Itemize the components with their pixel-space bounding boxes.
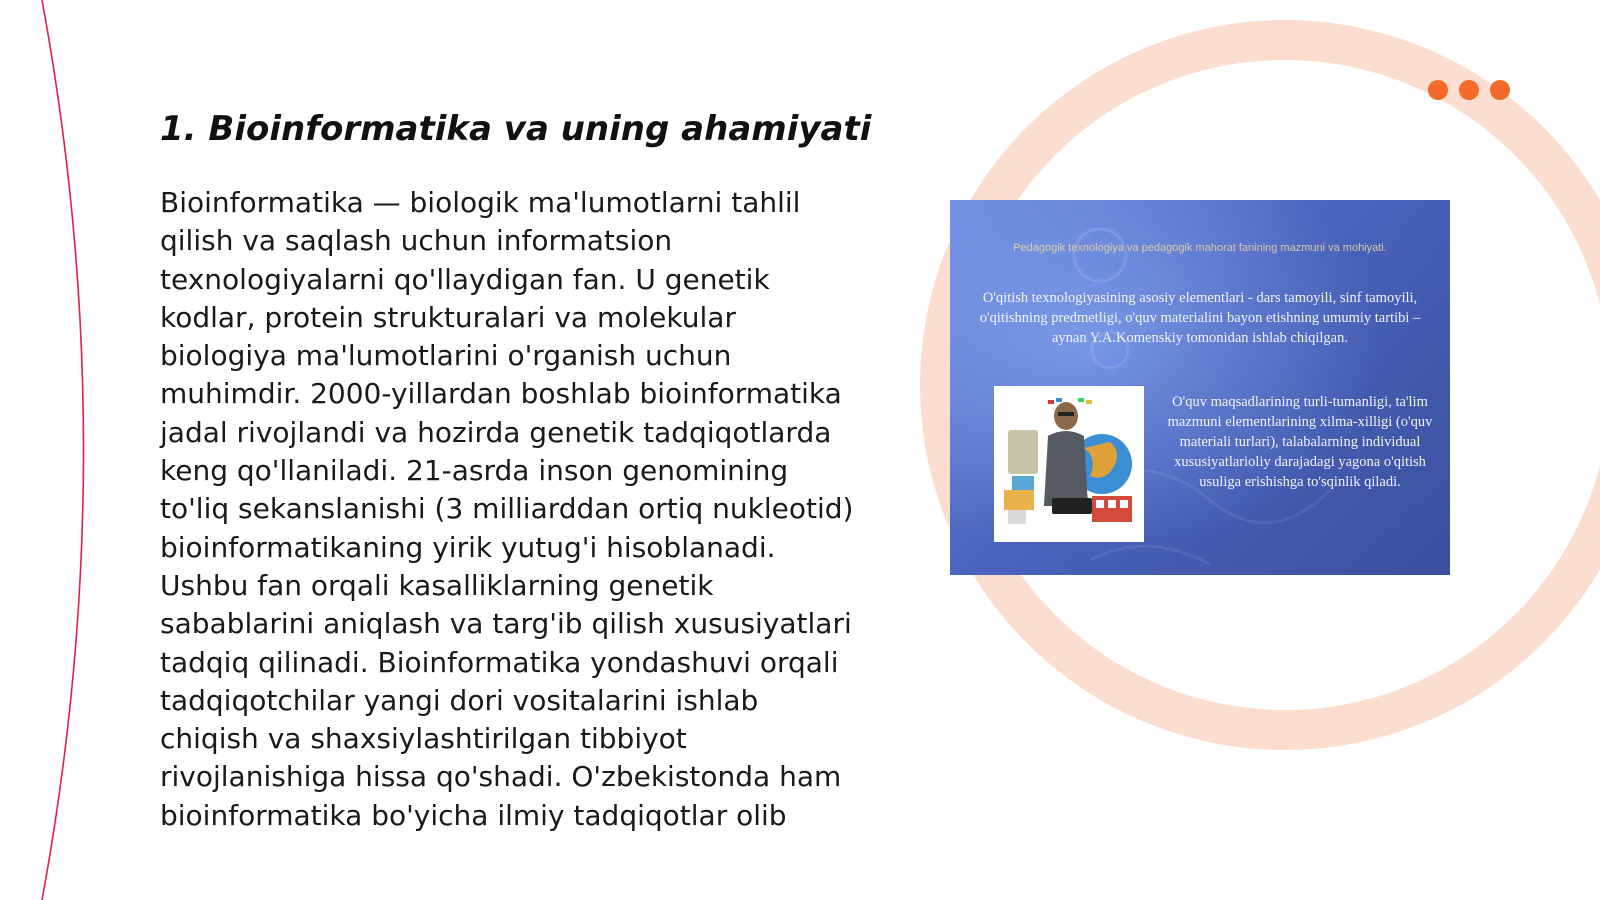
slide-body-text: Bioinformatika — biologik ma'lumotlarni tahlil qilish va saqlash uchun informatsion texnologiyalarni qo'llaydigan fan. U genetik kodlar, protein strukturalari va molekular biologiya ma'lumotlarini o'rganish uchun muhimdir. 2000-yillardan boshlab bioinformatika jadal rivojlandi va hozirda genetik tadqiqotlarda keng qo'llaniladi. 21-asrda inson genomining to'liq sekanslanishi (3 milliarddan ortiq nukleotid) bioinformatikaning yirik yutug'i hisoblanadi. Ushbu fan orqali kasalliklarning genetik sabablarini aniqlash va targ'ib qilish xususiyatlari tadqiq qilinadi. Bioinformatika yondashuvi orqali tadqiqotchilar yangi dori vositalarini ishlab chiqish va shaxsiylashtirilgan tibbiyot rivojlanishiga hissa qo'shadi. O'zbekistonda ham bioinformatika bo'yicha ilmiy tadqiqotlar olib (160, 186, 854, 832)
three-dots-icon (1428, 80, 1510, 100)
slide-title: 1. Bioinformatika va uning ahamiyati (160, 109, 872, 149)
dot-icon (1459, 80, 1479, 100)
embedded-slide-heading: Pedagogik texnologiya va pedagogik mahorat fanining mazmuni va mohiyati. (1013, 242, 1387, 254)
embedded-slide-paragraph-1: O'qitish texnologiyasining asosiy elementlari - dars tamoyili, sinf tamoyili, o'qitishning predmetligi, o'quv materialini bayon etishning umumiy tartibi – aynan Y.A.Komenskiy tomonidan ishlab chiqilgan. (979, 290, 1421, 346)
dot-icon (1490, 80, 1510, 100)
dot-icon (1428, 80, 1448, 100)
embedded-slide-image (950, 200, 1450, 575)
left-accent-line (42, 0, 84, 900)
teacher-with-globe-icon (994, 386, 1144, 542)
embedded-slide-paragraph-2: O'quv maqsadlarining turli-tumanligi, ta'lim mazmuni elementlarining xilma-xilligi (o'quv materiali turlari), talabalarning individual xususiyatlarioliy darajadagi yagona o'qitish usuliga erishishga to'sqinlik qiladi. (1167, 394, 1433, 490)
